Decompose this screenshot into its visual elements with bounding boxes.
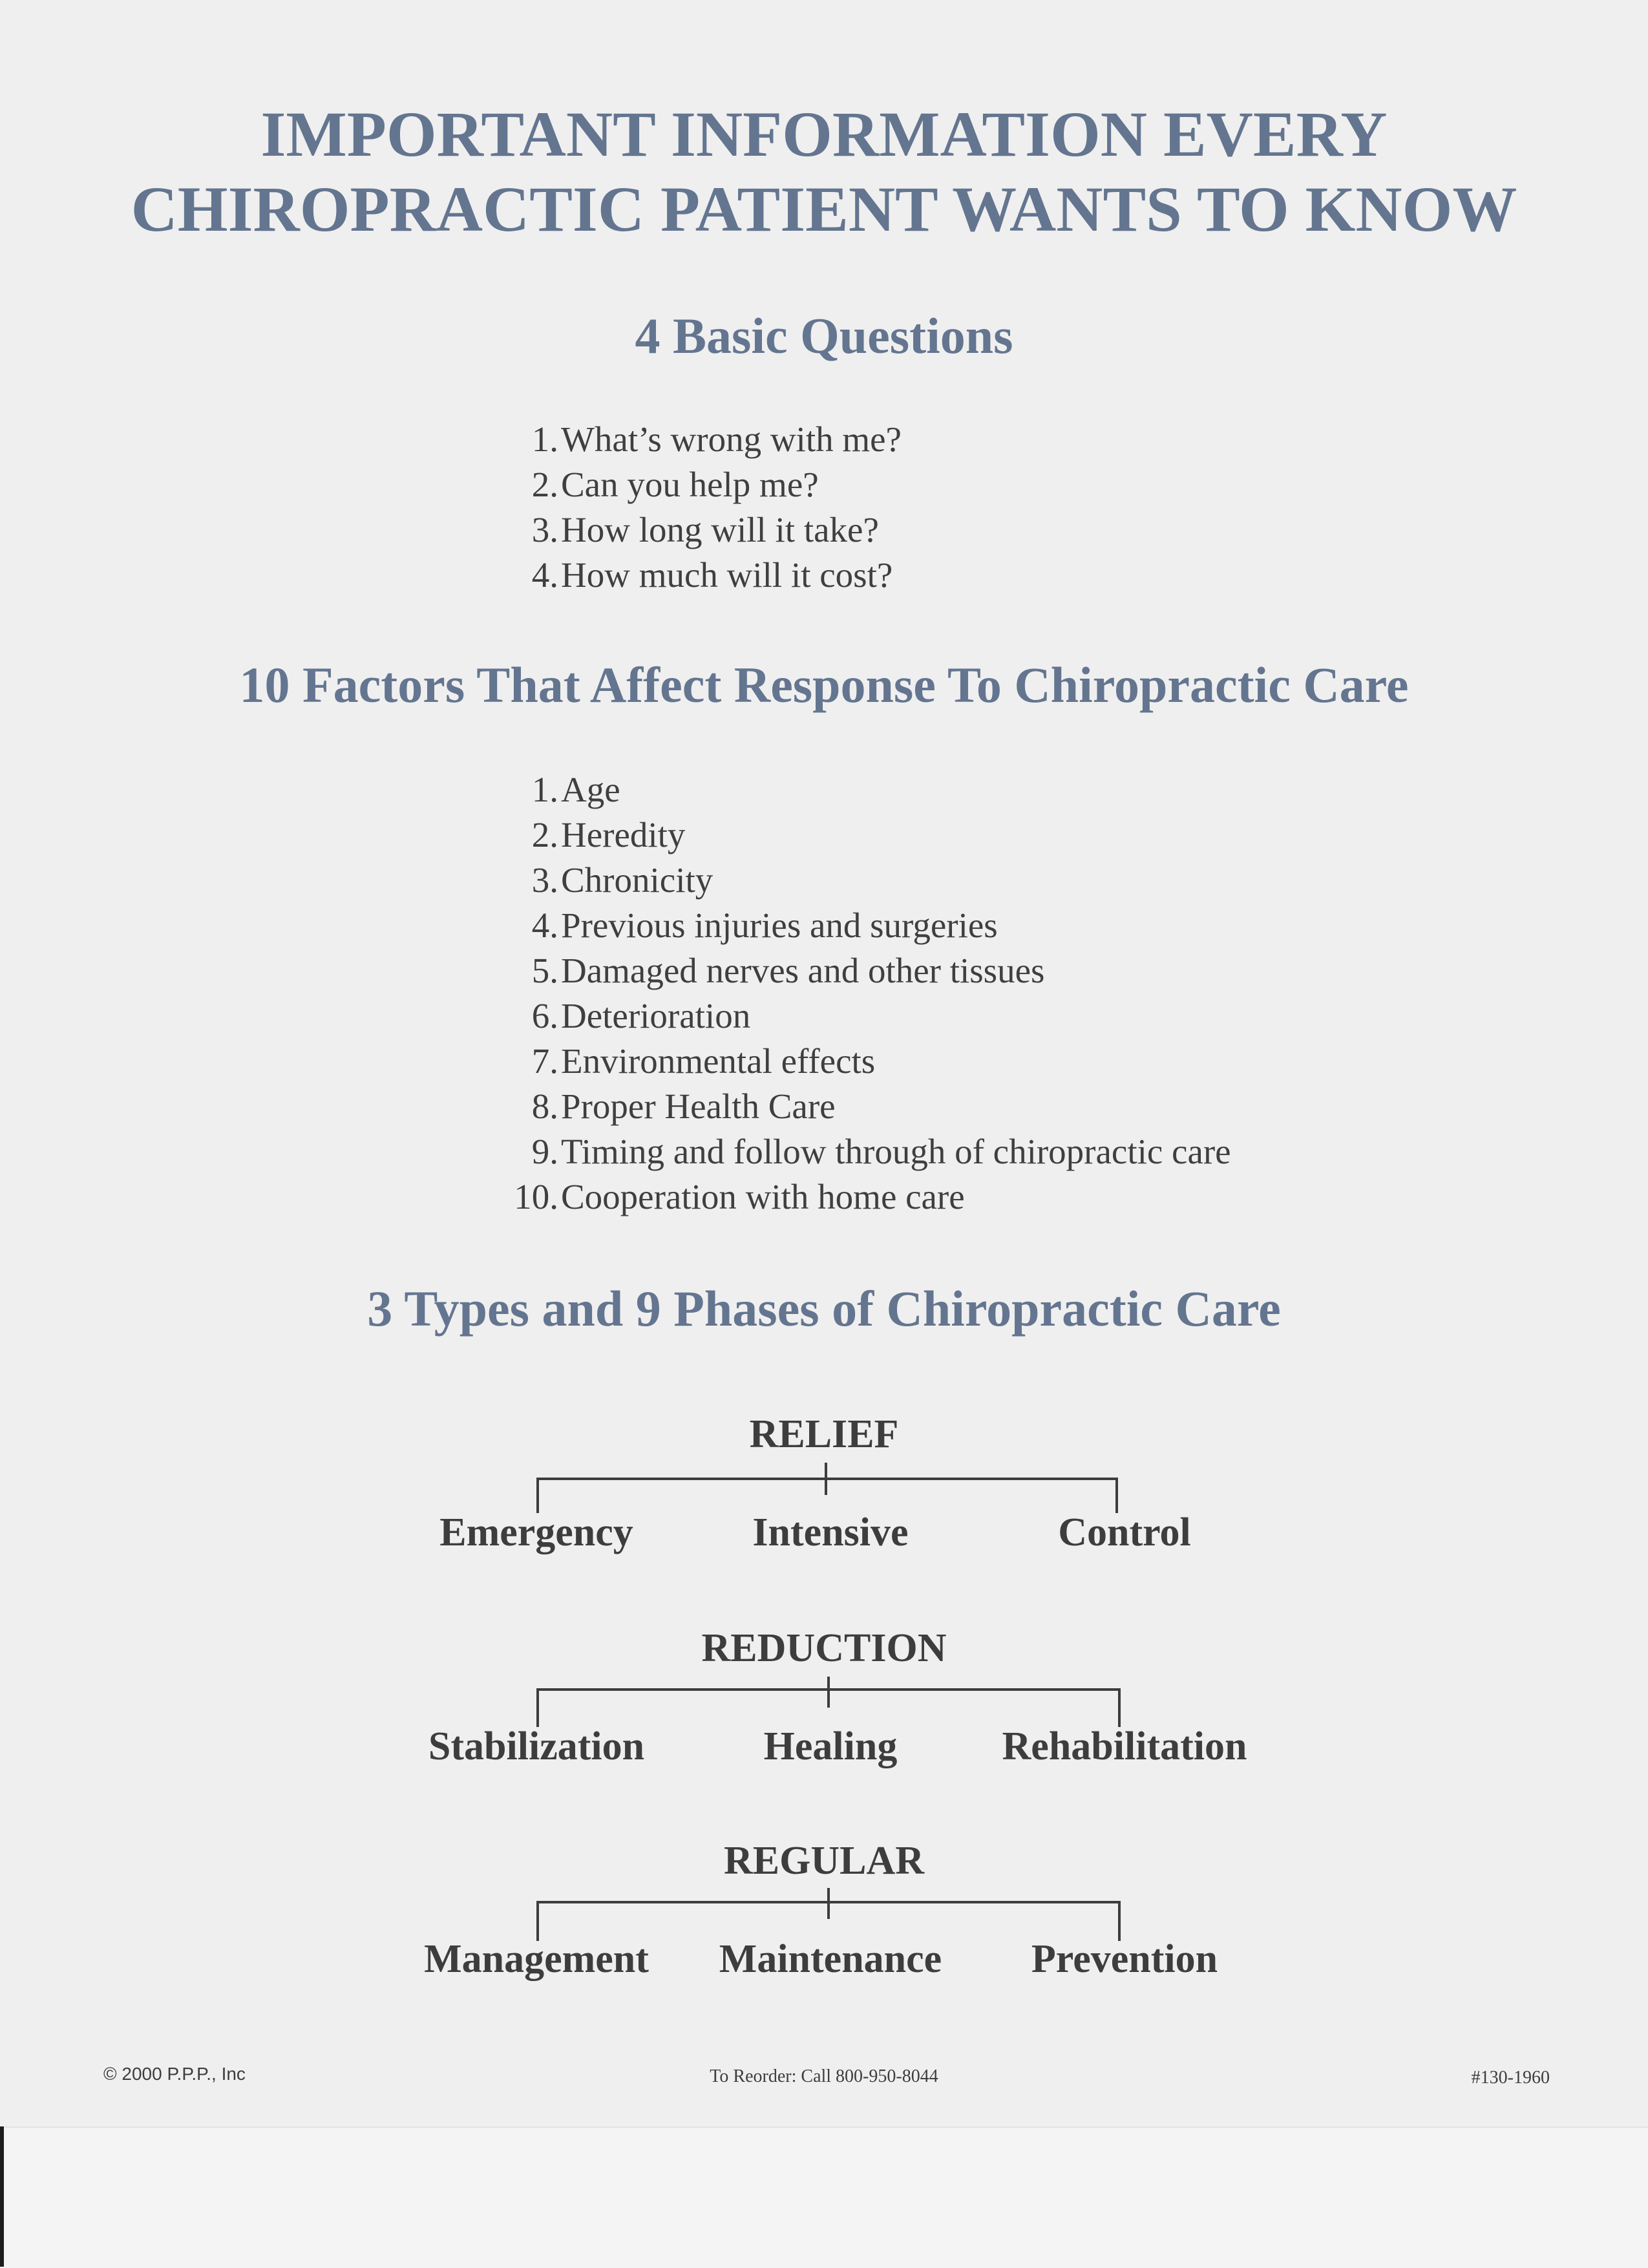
phase-label: Control: [1058, 1510, 1191, 1554]
phase-label: Prevention: [1031, 1937, 1218, 1981]
item-number: 3.: [531, 510, 558, 549]
factors-list: [478, 767, 1231, 1220]
list-item: [478, 507, 902, 553]
item-number: 3.: [531, 860, 558, 900]
item-text: Heredity: [561, 815, 686, 854]
item-number: 1.: [531, 419, 558, 459]
item-number: 4.: [531, 555, 558, 595]
list-item: [478, 948, 1231, 993]
item-text: What’s wrong with me?: [561, 419, 902, 459]
list-item: [478, 417, 902, 462]
item-text: Environmental effects: [561, 1041, 876, 1081]
item-text: Age: [561, 770, 620, 809]
list-item: [478, 903, 1231, 948]
scan-edge: [0, 2126, 4, 2267]
item-text: Cooperation with home care: [561, 1177, 965, 1216]
factors-heading: 10 Factors That Affect Response To Chiropractic Care: [239, 657, 1409, 713]
list-item: [478, 462, 902, 507]
phase-label: Healing: [763, 1724, 898, 1768]
item-text: How much will it cost?: [561, 555, 893, 595]
list-item: [478, 1129, 1231, 1174]
copyright-notice: © 2000 P.P.P., Inc: [103, 2064, 246, 2084]
item-number: 4.: [531, 906, 558, 945]
document-title-line-1: IMPORTANT INFORMATION EVERY: [260, 98, 1388, 170]
questions-heading: 4 Basic Questions: [635, 308, 1013, 364]
document-title-line-2: CHIROPRACTIC PATIENT WANTS TO KNOW: [131, 173, 1517, 245]
item-number: 2.: [531, 465, 558, 504]
care-types-heading: 3 Types and 9 Phases of Chiropractic Care: [367, 1280, 1281, 1337]
item-number: 10.: [514, 1177, 558, 1216]
item-text: Chronicity: [561, 860, 713, 900]
phase-label: Rehabilitation: [1002, 1724, 1247, 1768]
item-number: 8.: [531, 1086, 558, 1126]
phase-label: Emergency: [439, 1510, 633, 1554]
list-item: [478, 1174, 1231, 1220]
care-type-label: RELIEF: [749, 1412, 899, 1456]
tree-connector: [0, 1411, 1648, 1514]
item-number: 1.: [531, 770, 558, 809]
item-number: 6.: [531, 996, 558, 1035]
phase-label: Stabilization: [428, 1724, 645, 1768]
list-item: [478, 1084, 1231, 1129]
item-number: 7.: [531, 1041, 558, 1081]
list-item: [478, 858, 1231, 903]
tree-connector: [0, 1625, 1648, 1728]
phase-label: Intensive: [752, 1510, 909, 1554]
care-type-label: REGULAR: [723, 1839, 925, 1883]
item-text: Damaged nerves and other tissues: [561, 951, 1045, 990]
item-text: How long will it take?: [561, 510, 879, 549]
care-type-tree-relief: [0, 1411, 1648, 1592]
care-type-label: REDUCTION: [701, 1626, 947, 1670]
item-text: Deterioration: [561, 996, 751, 1035]
item-text: Timing and follow through of chiropractic care: [561, 1132, 1231, 1171]
care-type-tree-reduction: [0, 1625, 1648, 1806]
list-item: [478, 767, 1231, 812]
phase-label: Maintenance: [719, 1937, 942, 1981]
item-number: 2.: [531, 815, 558, 854]
item-text: Previous injuries and surgeries: [561, 906, 998, 945]
form-code: #130-1960: [1471, 2068, 1550, 2088]
list-item: [478, 1039, 1231, 1084]
phase-label: Management: [424, 1937, 649, 1981]
item-number: 9.: [531, 1132, 558, 1171]
underlying-page: [0, 2126, 1648, 2268]
questions-list: [478, 417, 902, 598]
list-item: [478, 553, 902, 598]
item-number: 5.: [531, 951, 558, 990]
item-text: Can you help me?: [561, 465, 819, 504]
item-text: Proper Health Care: [561, 1086, 836, 1126]
tree-connector: [0, 1838, 1648, 1941]
reorder-info: To Reorder: Call 800-950-8044: [710, 2066, 938, 2086]
list-item: [478, 993, 1231, 1039]
list-item: [478, 812, 1231, 858]
care-type-tree-regular: [0, 1838, 1648, 2019]
